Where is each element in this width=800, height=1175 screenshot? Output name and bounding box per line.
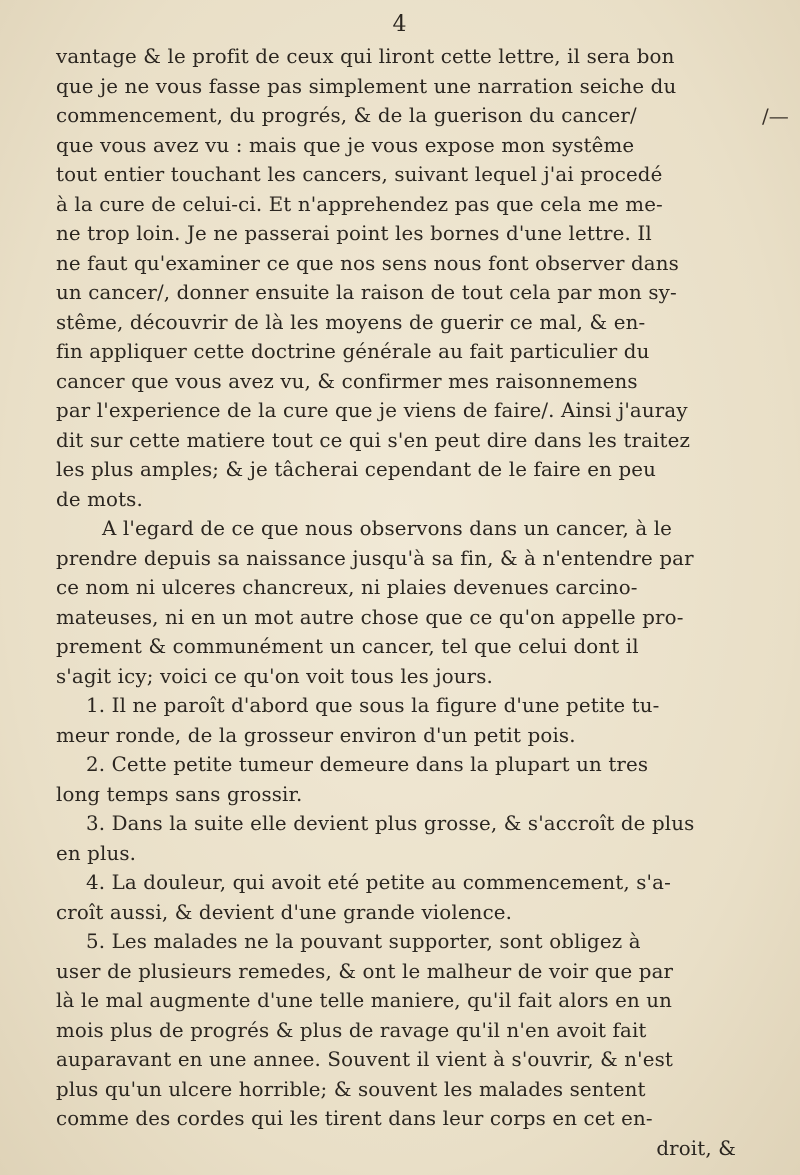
numbered-item-line: 2. Cette petite tumeur demeure dans la plupart un tres: [86, 753, 649, 776]
text-line: comme des cordes qui les tirent dans leur corps en cet en-: [56, 1107, 653, 1130]
text-line: user de plusieurs remedes, & ont le malheur de voir que par: [56, 959, 674, 983]
text-line: un cancer/, donner ensuite la raison de tout cela par mon sy-: [56, 281, 677, 304]
text-line: prement & communément un cancer, tel que celui dont il: [56, 635, 639, 658]
numbered-item-line: 5. Les malades ne la pouvant supporter, sont obligez à: [86, 930, 641, 953]
text-line: ce nom ni ulceres chancreux, ni plaies devenues carcino-: [56, 576, 638, 599]
text-line: ne faut qu'examiner ce que nos sens nous font observer dans: [56, 251, 679, 275]
page-number: 4: [392, 12, 408, 37]
text-line: ne trop loin. Je ne passerai point les bornes d'une lettre. Il: [56, 222, 652, 245]
text-line: à la cure de celui-ci. Et n'apprehendez pas que cela me me-: [56, 192, 663, 216]
text-line: s'agit icy; voici ce qu'on voit tous les jours.: [56, 664, 493, 688]
text-line: fin appliquer cette doctrine générale au fait particulier du: [56, 340, 650, 363]
text-line: long temps sans grossir.: [56, 782, 303, 806]
text-line: que vous avez vu : mais que je vous expose mon systême: [56, 133, 635, 157]
body-text: [56, 42, 746, 1163]
text-line: de mots.: [56, 487, 143, 511]
text-line: cancer que vous avez vu, & confirmer mes raisonnemens: [56, 369, 638, 393]
text-line: tout entier touchant les cancers, suivant lequel j'ai procedé: [56, 163, 663, 186]
numbered-item-line: 4. La douleur, qui avoit eté petite au commencement, s'a-: [86, 871, 671, 894]
catchword-line: droit, &: [656, 1136, 736, 1160]
text-line: les plus amples; & je tâcherai cependant de le faire en peu: [56, 458, 657, 481]
text-line: commencement, du progrés, & de la guerison du cancer/: [56, 104, 637, 127]
text-line: que je ne vous fasse pas simplement une narration seiche du: [56, 74, 677, 98]
text-line: auparavant en une annee. Souvent il vient à s'ouvrir, & n'est: [56, 1048, 674, 1071]
text-line: prendre depuis sa naissance jusqu'à sa fin, & à n'entendre par: [56, 546, 694, 570]
text-line: stême, découvrir de là les moyens de guerir ce mal, & en-: [56, 310, 646, 334]
numbered-item-line: 3. Dans la suite elle devient plus grosse, & s'accroît de plus: [86, 812, 695, 835]
text-line: par l'experience de la cure que je viens de faire/. Ainsi j'auray: [56, 399, 688, 422]
text-line: vantage & le profit de ceux qui liront cette lettre, il sera bon: [56, 45, 675, 68]
paragraph-start-line: A l'egard de ce que nous observons dans un cancer, à le: [102, 517, 673, 540]
text-line: là le mal augmente d'une telle maniere, qu'il fait alors en un: [56, 989, 673, 1012]
text-line: meur ronde, de la grosseur environ d'un petit pois.: [56, 723, 576, 747]
text-line: mois plus de progrés & plus de ravage qu'il n'en avoit fait: [56, 1018, 647, 1042]
text-line: dit sur cette matiere tout ce qui s'en peut dire dans les traitez: [56, 428, 691, 452]
margin-annotation-mark: /—: [762, 104, 789, 128]
text-line: plus qu'un ulcere horrible; & souvent les malades sentent: [56, 1077, 646, 1101]
text-line: croît aussi, & devient d'une grande violence.: [56, 900, 513, 924]
numbered-item-line: 1. Il ne paroît d'abord que sous la figure d'une petite tu-: [86, 694, 660, 717]
text-line: mateuses, ni en un mot autre chose que ce qu'on appelle pro-: [56, 605, 684, 629]
text-line: en plus.: [56, 841, 137, 865]
